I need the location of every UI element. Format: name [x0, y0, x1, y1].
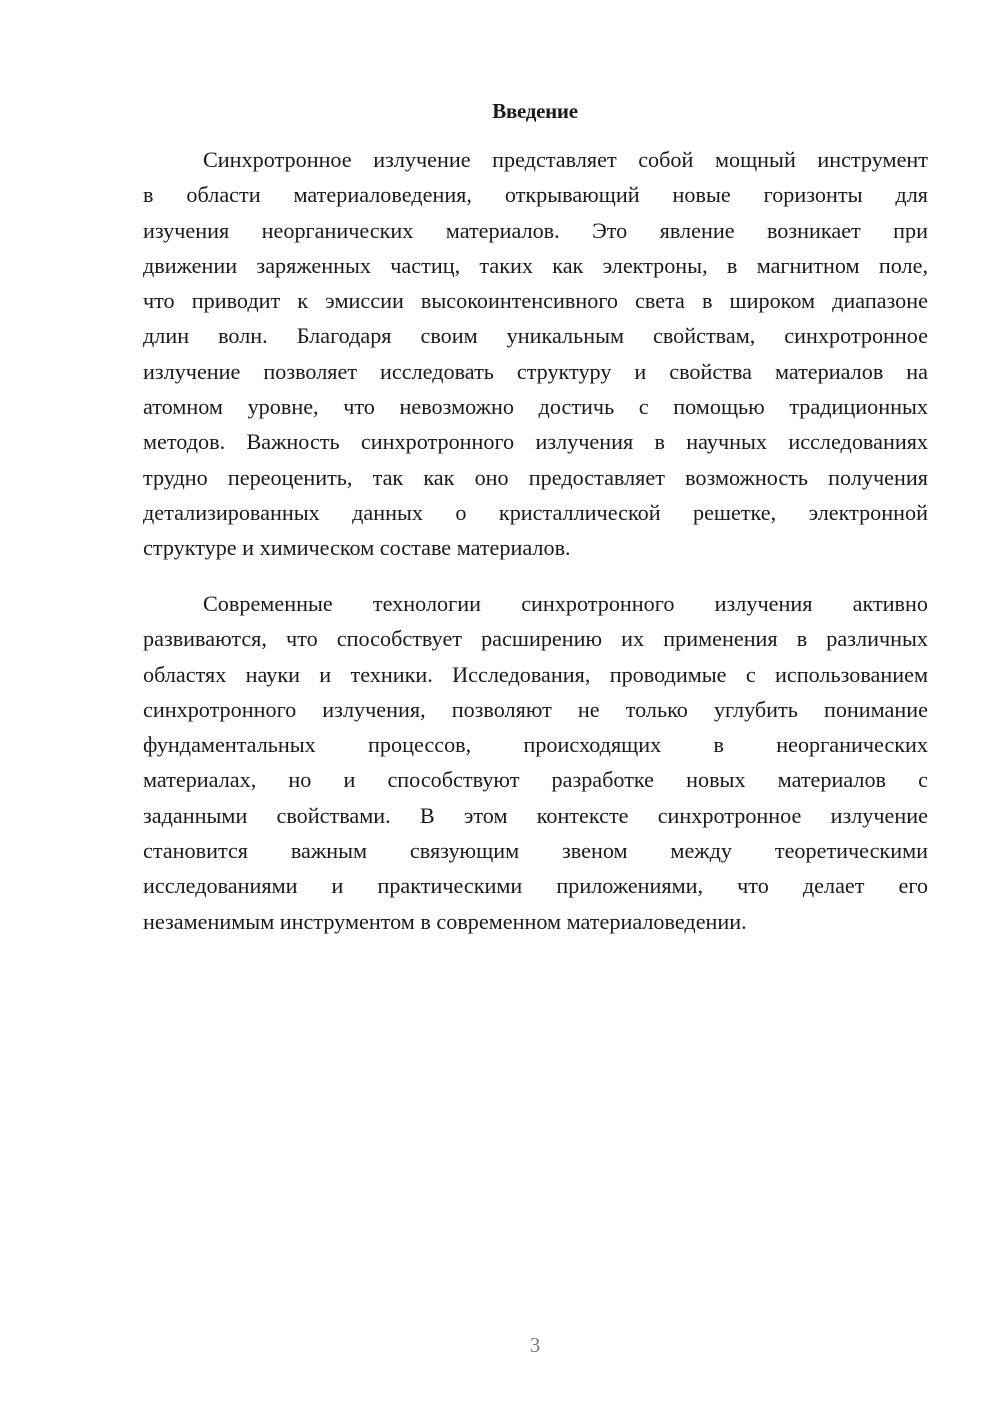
text-line: в области материаловедения, открывающий новые горизонты для [143, 182, 928, 208]
text-line: заданными свойствами. В этом контексте синхротронное излучение [143, 802, 928, 828]
text-line: материалах, но и способствуют разработке новых материалов с [143, 767, 928, 793]
paragraph-1 [143, 142, 928, 566]
paragraph-2 [143, 586, 928, 939]
text-line: трудно переоценить, так как оно предоставляет возможность получения [143, 464, 928, 490]
text-line: Синхротронное излучение представляет собой мощный инструмент [203, 147, 928, 172]
section-heading: Введение [492, 99, 578, 123]
text-line: областях науки и техники. Исследования, проводимые с использованием [143, 661, 928, 687]
text-line: развиваются, что способствует расширению их применения в различных [143, 626, 928, 652]
text-line: незаменимым инструментом в современном материаловедении. [143, 908, 747, 934]
text-line: изучения неорганических материалов. Это явление возникает при [143, 217, 928, 243]
text-line: что приводит к эмиссии высокоинтенсивного света в широком диапазоне [143, 288, 928, 314]
text-line: движении заряженных частиц, таких как электроны, в магнитном поле, [143, 252, 928, 278]
text-line: детализированных данных о кристаллической решетке, электронной [143, 499, 928, 525]
page-number: 3 [529, 1333, 541, 1357]
text-line: становится важным связующим звеном между теоретическими [143, 838, 928, 864]
text-line: фундаментальных процессов, происходящих в неорганических [143, 732, 928, 758]
text-line: атомном уровне, что невозможно достичь с помощью традиционных [143, 394, 928, 420]
text-line: синхротронного излучения, позволяют не только углубить понимание [143, 696, 928, 722]
text-line: длин волн. Благодаря своим уникальным свойствам, синхротронное [143, 323, 928, 349]
text-line: структуре и химическом составе материалов. [143, 535, 571, 561]
text-line: методов. Важность синхротронного излучения в научных исследованиях [143, 429, 928, 455]
text-line: Современные технологии синхротронного излучения активно [203, 591, 928, 616]
text-line: излучение позволяет исследовать структуру и свойства материалов на [143, 358, 928, 384]
text-line: исследованиями и практическими приложениями, что делает его [143, 873, 928, 899]
